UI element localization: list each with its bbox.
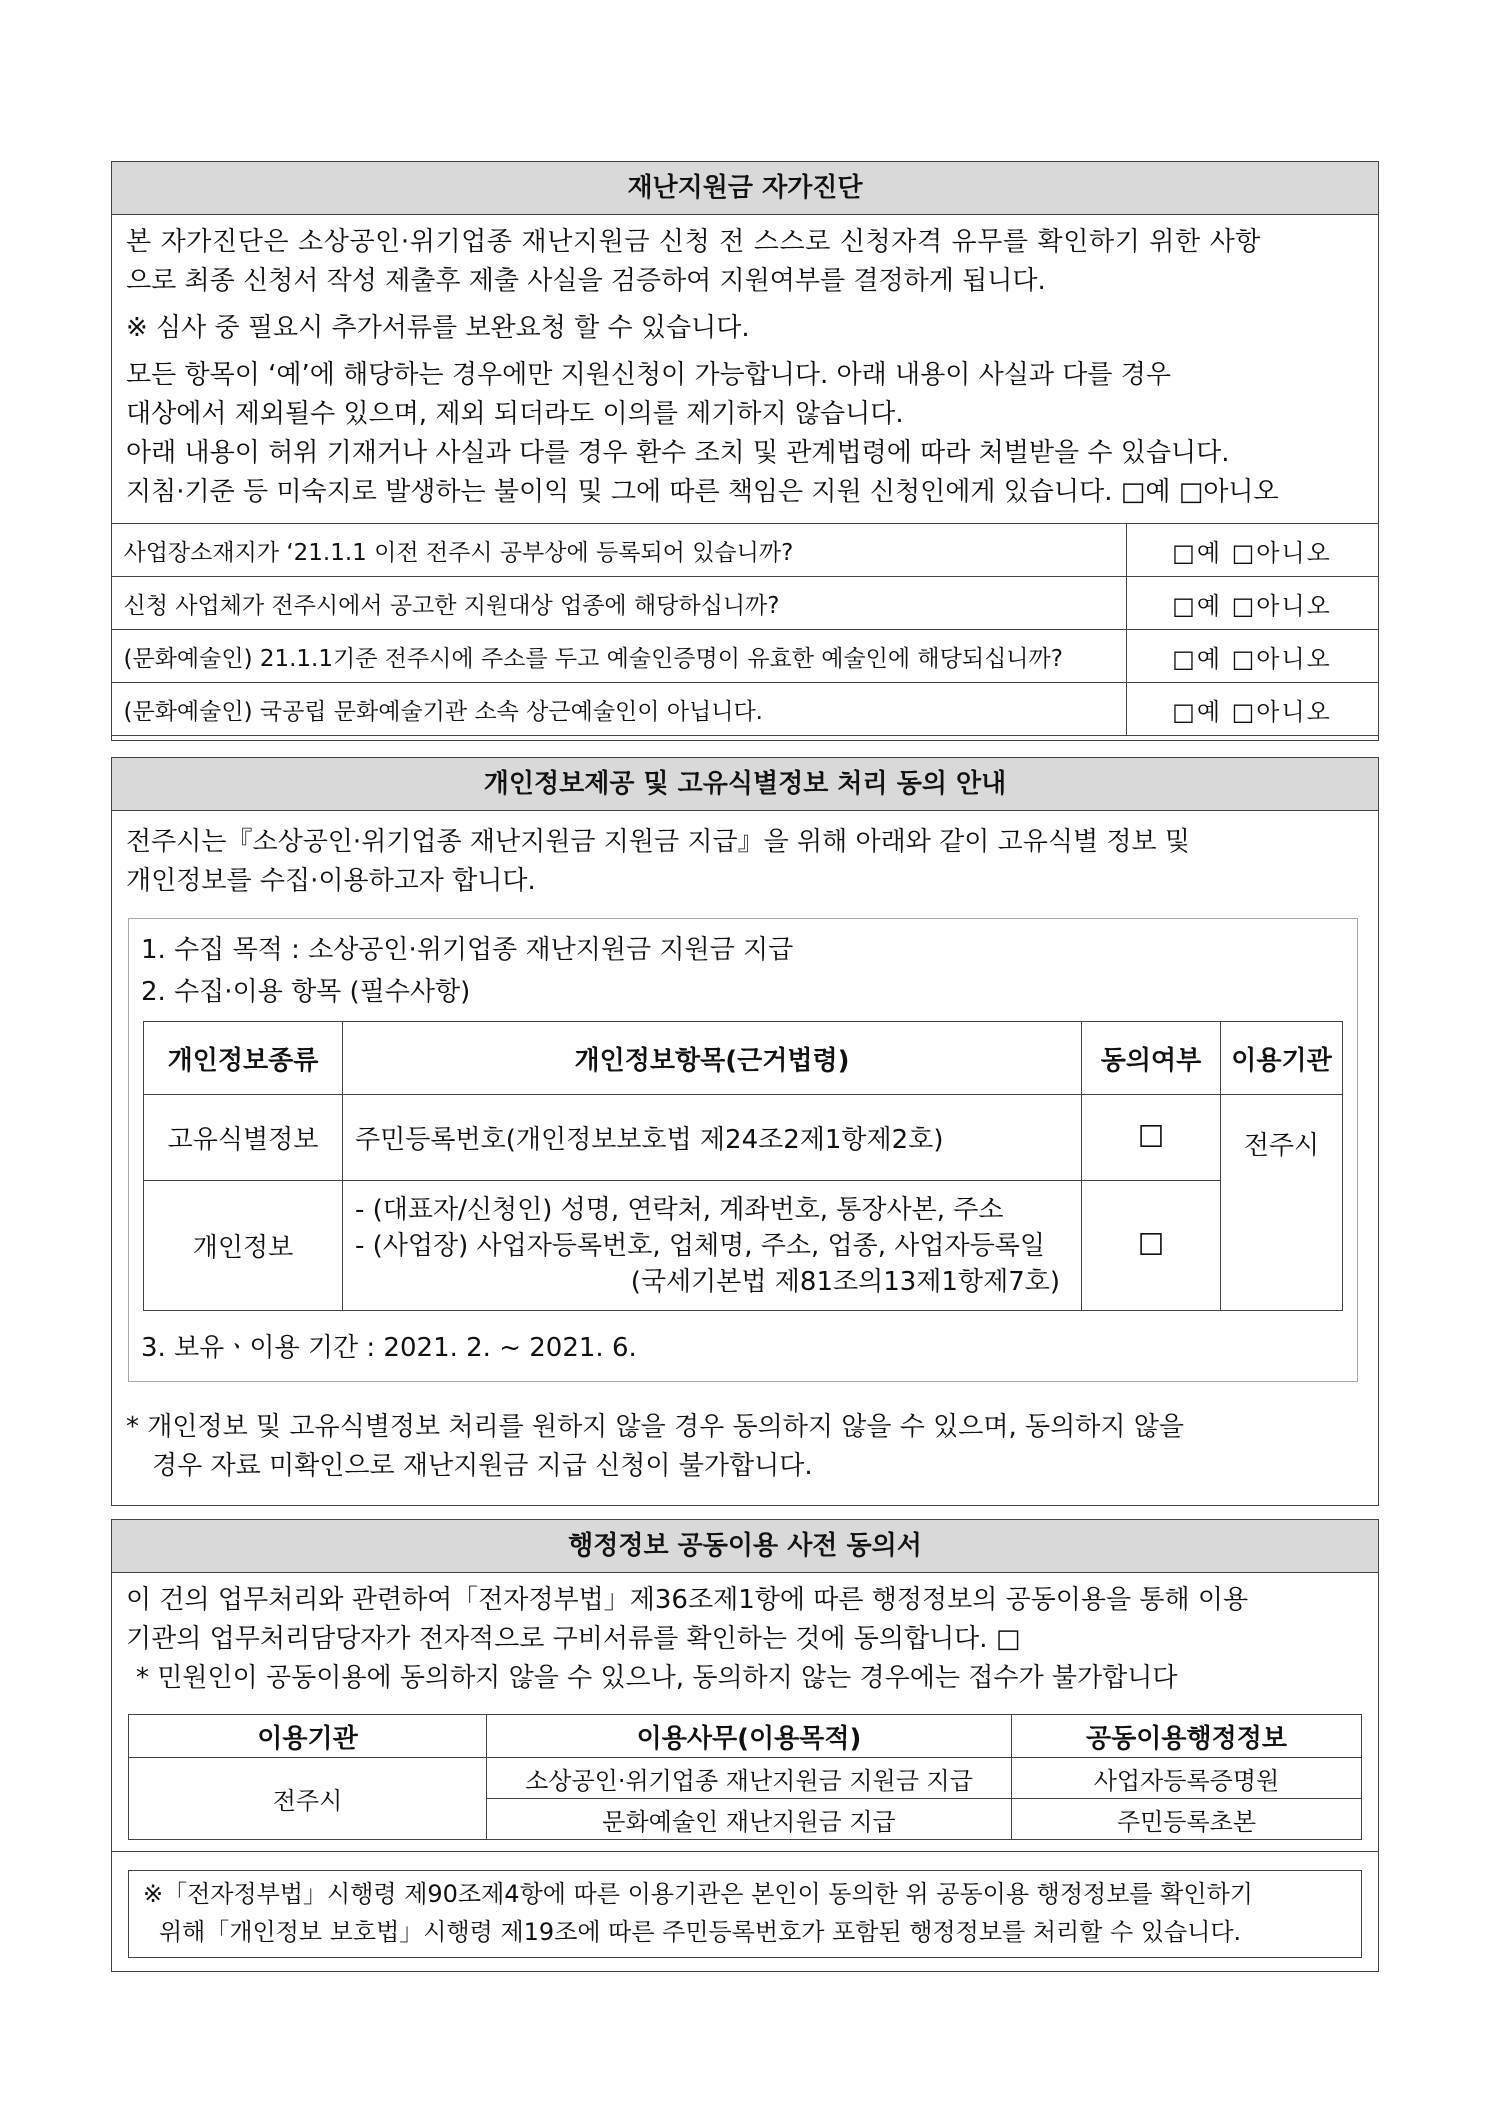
admin-info-sharing-section bbox=[111, 1519, 1379, 1972]
review-note: ※ 심사 중 필요시 추가서류를 보완요청 할 수 있습니다. bbox=[126, 313, 750, 343]
privacy-intro bbox=[112, 811, 1378, 901]
usage-purpose: 문화예술인 재난지원금 지급 bbox=[487, 1799, 1012, 1840]
question-text: 신청 사업체가 전주시에서 공고한 지원대상 업종에 해당하십니까? bbox=[111, 577, 1126, 630]
question-row bbox=[111, 577, 1378, 630]
intro-consent-line[interactable]: 지침·기준 등 미숙지로 발생하는 불이익 및 그에 따른 책임은 지원 신청인에게 있습니다. □예 □아니오 bbox=[126, 477, 1279, 507]
intro-line: 모든 항목이 ‘예’에 해당하는 경우에만 지원신청이 가능합니다. 아래 내용이 사실과 다를 경우 bbox=[126, 360, 1171, 390]
admin-info-sharing-title: 행정정보 공동이용 사전 동의서 bbox=[112, 1520, 1378, 1573]
personal-info-type: 개인정보 bbox=[144, 1181, 343, 1311]
footnote-area bbox=[112, 1851, 1378, 1946]
yes-no-checkbox[interactable]: □예 □아니오 bbox=[1126, 630, 1378, 683]
col-header-purpose: 이용사무(이용목적) bbox=[487, 1715, 1012, 1758]
retention-period: 3. 보유ㆍ이용 기간 : 2021. 2. ~ 2021. 6. bbox=[141, 1333, 637, 1363]
self-diagnosis-title: 재난지원금 자가진단 bbox=[112, 162, 1378, 215]
collection-items-heading: 2. 수집·이용 항목 (필수사항) bbox=[141, 977, 471, 1007]
self-diagnosis-section bbox=[111, 161, 1379, 741]
using-agency: 전주시 bbox=[1221, 1095, 1343, 1311]
intro-consent-line[interactable]: 기관의 업무처리담당자가 전자적으로 구비서류를 확인하는 것에 동의합니다. □ bbox=[126, 1624, 1021, 1654]
privacy-consent-section bbox=[111, 757, 1379, 1506]
intro-line: 이 건의 업무처리와 관련하여「전자정부법」제36조제1항에 따른 행정정보의 공동이용을 통해 이용 bbox=[126, 1585, 1249, 1615]
legal-footnote-box bbox=[128, 1870, 1362, 1958]
personal-info-consent-checkbox[interactable]: ☐ bbox=[1082, 1181, 1221, 1311]
question-row bbox=[111, 630, 1378, 683]
shared-admin-info: 사업자등록증명원 bbox=[1012, 1758, 1362, 1799]
col-header-items: 개인정보항목(근거법령) bbox=[343, 1022, 1082, 1095]
shared-admin-info: 주민등록초본 bbox=[1012, 1799, 1362, 1840]
col-header-agency: 이용기관 bbox=[129, 1715, 487, 1758]
intro-line: 개인정보를 수집·이용하고자 합니다. bbox=[126, 866, 536, 896]
note-line: * 개인정보 및 고유식별정보 처리를 원하지 않을 경우 동의하지 않을 수 있으며, 동의하지 않을 bbox=[126, 1412, 1184, 1442]
privacy-refusal-note bbox=[126, 1408, 1184, 1486]
personal-info-line: - (사업장) 사업자등록번호, 업체명, 주소, 업종, 사업자등록일 bbox=[355, 1230, 1045, 1261]
yes-no-checkbox[interactable]: □예 □아니오 bbox=[1126, 577, 1378, 630]
eligibility-question-table bbox=[111, 523, 1379, 736]
question-row bbox=[111, 683, 1378, 736]
unique-id-info-items: 주민등록번호(개인정보보호법 제24조2제1항제2호) bbox=[343, 1095, 1082, 1181]
note-line: 경우 자료 미확인으로 재난지원금 지급 신청이 불가합니다. bbox=[152, 1451, 813, 1481]
refusal-note: * 민원인이 공동이용에 동의하지 않을 수 있으나, 동의하지 않는 경우에는 접수가 불가합니다 bbox=[136, 1663, 1178, 1693]
intro-line: 으로 최종 신청서 작성 제출후 제출 사실을 검증하여 지원여부를 결정하게 됩니다. bbox=[126, 266, 1046, 296]
intro-line: 본 자가진단은 소상공인·위기업종 재난지원금 신청 전 스스로 신청자격 유무를 확인하기 위한 사항 bbox=[126, 227, 1262, 257]
intro-line: 전주시는『소상공인·위기업종 재난지원금 지원금 지급』을 위해 아래와 같이 고유식별 정보 및 bbox=[126, 827, 1190, 857]
intro-line: 아래 내용이 허위 기재거나 사실과 다를 경우 환수 조치 및 관계법령에 따라 처벌받을 수 있습니다. bbox=[126, 438, 1230, 468]
question-text: 사업장소재지가 ‘21.1.1 이전 전주시 공부상에 등록되어 있습니까? bbox=[111, 524, 1126, 577]
shared-info-table bbox=[128, 1714, 1362, 1840]
using-agency: 전주시 bbox=[129, 1758, 487, 1840]
personal-info-items bbox=[343, 1181, 1082, 1311]
footnote-line: ※「전자정부법」시행령 제90조제4항에 따른 이용기관은 본인이 동의한 위 공동이용 행정정보를 확인하기 bbox=[143, 1880, 1253, 1908]
unique-id-info-type: 고유식별정보 bbox=[144, 1095, 343, 1181]
footnote-line: 위해「개인정보 보호법」시행령 제19조에 따른 주민등록번호가 포함된 행정정보를 처리할 수 있습니다. bbox=[159, 1918, 1242, 1946]
question-text: (문화예술인) 국공립 문화예술기관 소속 상근예술인이 아닙니다. bbox=[111, 683, 1126, 736]
self-diagnosis-intro bbox=[112, 215, 1378, 565]
col-header-agency: 이용기관 bbox=[1221, 1022, 1343, 1095]
col-header-shared-info: 공동이용행정정보 bbox=[1012, 1715, 1362, 1758]
personal-info-table bbox=[143, 1021, 1343, 1311]
personal-info-law: (국세기본법 제81조의13제1항제7호) bbox=[630, 1266, 1060, 1297]
collection-purpose: 1. 수집 목적 : 소상공인·위기업종 재난지원금 지원금 지급 bbox=[141, 935, 794, 965]
yes-no-checkbox[interactable]: □예 □아니오 bbox=[1126, 524, 1378, 577]
usage-purpose: 소상공인·위기업종 재난지원금 지원금 지급 bbox=[487, 1758, 1012, 1799]
yes-no-checkbox[interactable]: □예 □아니오 bbox=[1126, 683, 1378, 736]
col-header-type: 개인정보종류 bbox=[144, 1022, 343, 1095]
personal-info-line: - (대표자/신청인) 성명, 연락처, 계좌번호, 통장사본, 주소 bbox=[355, 1194, 1004, 1225]
intro-line: 대상에서 제외될수 있으며, 제외 되더라도 이의를 제기하지 않습니다. bbox=[126, 399, 904, 429]
unique-id-consent-checkbox[interactable]: ☐ bbox=[1082, 1095, 1221, 1181]
question-row bbox=[111, 524, 1378, 577]
collection-details-box bbox=[128, 918, 1358, 1382]
privacy-consent-title: 개인정보제공 및 고유식별정보 처리 동의 안내 bbox=[112, 758, 1378, 811]
question-text: (문화예술인) 21.1.1기준 전주시에 주소를 두고 예술인증명이 유효한 예술인에 해당되십니까? bbox=[111, 630, 1126, 683]
col-header-consent: 동의여부 bbox=[1082, 1022, 1221, 1095]
admin-intro bbox=[112, 1573, 1378, 1698]
